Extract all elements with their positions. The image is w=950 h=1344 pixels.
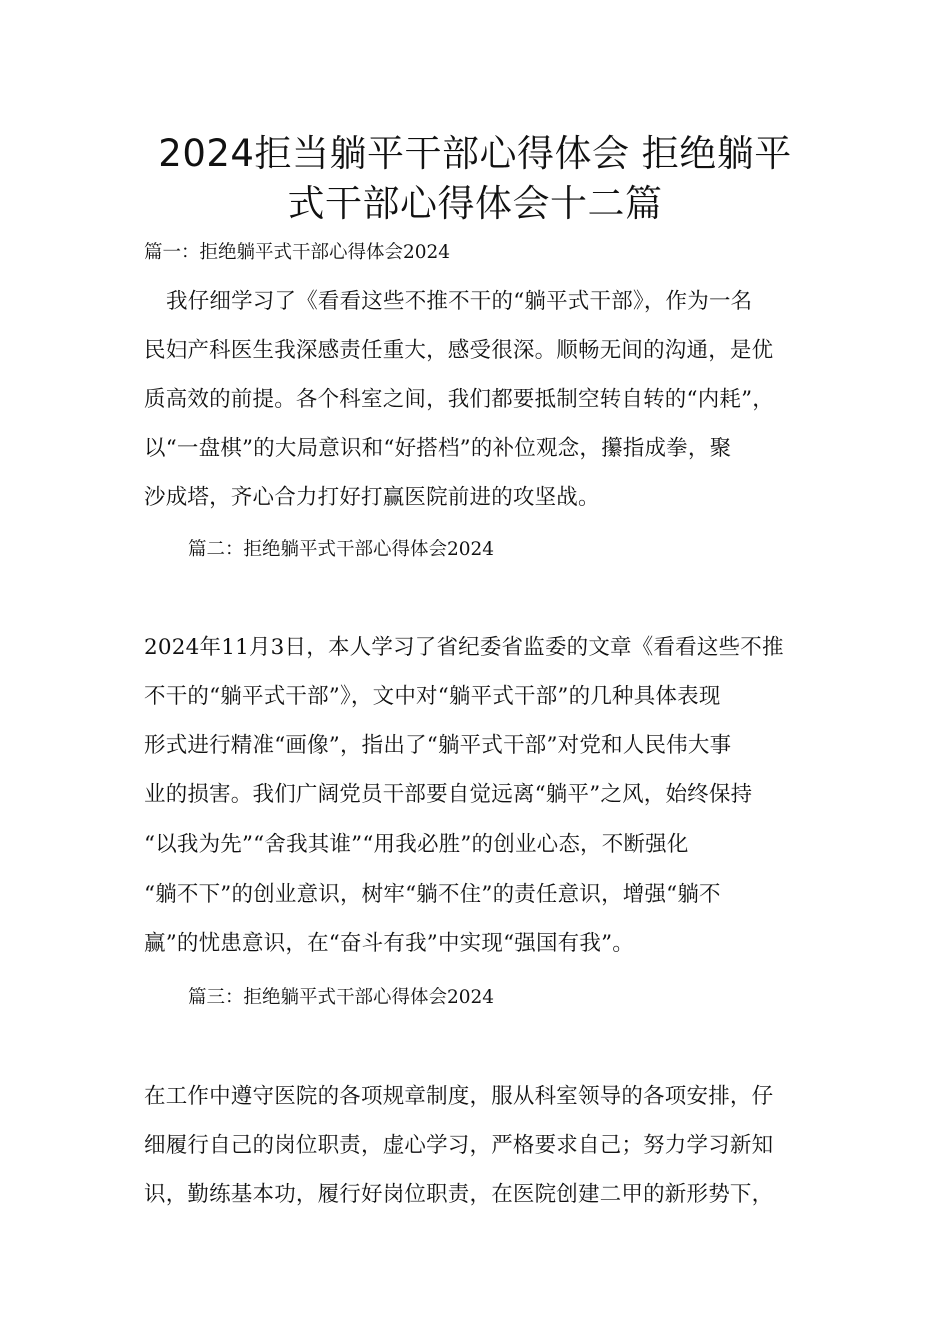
section-2-line-1: 2024年11月3日，本人学习了省纪委省监委的文章《看看这些不推 — [144, 635, 784, 660]
section-2-line-6: “躺不下”的创业意识，树牢“躺不住”的责任意识，增强“躺不 — [144, 882, 721, 907]
section-2-heading: 篇二：拒绝躺平式干部心得体会2024 — [188, 539, 495, 560]
section-3-heading: 篇三：拒绝躺平式干部心得体会2024 — [188, 987, 495, 1008]
section-1-line-1: 我仔细学习了《看看这些不推不干的“躺平式干部》，作为一名 — [166, 289, 753, 314]
section-2-line-2: 不干的“躺平式干部”》，文中对“躺平式干部”的几种具体表现 — [144, 684, 721, 709]
document-title-line-2: 式干部心得体会十二篇 — [287, 182, 663, 225]
section-1-line-3: 质高效的前提。各个科室之间，我们都要抵制空转自转的“内耗”， — [144, 387, 774, 412]
section-2-line-5: “以我为先”“舍我其谁”“用我必胜”的创业心态，不断强化 — [144, 832, 689, 857]
section-2-line-4: 业的损害。我们广阔党员干部要自觉远离“躺平”之风，始终保持 — [144, 782, 753, 807]
section-3-line-1: 在工作中遵守医院的各项规章制度，服从科室领导的各项安排，仔 — [144, 1084, 774, 1109]
document-title-line-1: 2024拒当躺平干部心得体会 拒绝躺平 — [158, 132, 792, 175]
section-1-heading: 篇一：拒绝躺平式干部心得体会2024 — [144, 242, 451, 263]
section-2-line-3: 形式进行精准“画像”，指出了“躺平式干部”对党和人民伟大事 — [144, 733, 732, 758]
section-3-line-2: 细履行自己的岗位职责，虚心学习，严格要求自己；努力学习新知 — [144, 1133, 774, 1158]
section-1-line-2: 民妇产科医生我深感责任重大，感受很深。顺畅无间的沟通，是优 — [144, 338, 774, 363]
section-3-line-3: 识，勤练基本功，履行好岗位职责，在医院创建二甲的新形势下， — [144, 1182, 774, 1207]
section-1-line-4: 以“一盘棋”的大局意识和“好搭档”的补位观念，攥指成拳，聚 — [144, 436, 732, 461]
section-1-line-5: 沙成塔，齐心合力打好打赢医院前进的攻坚战。 — [144, 485, 600, 510]
section-2-line-7: 赢”的忧患意识，在“奋斗有我”中实现“强国有我”。 — [144, 931, 634, 956]
